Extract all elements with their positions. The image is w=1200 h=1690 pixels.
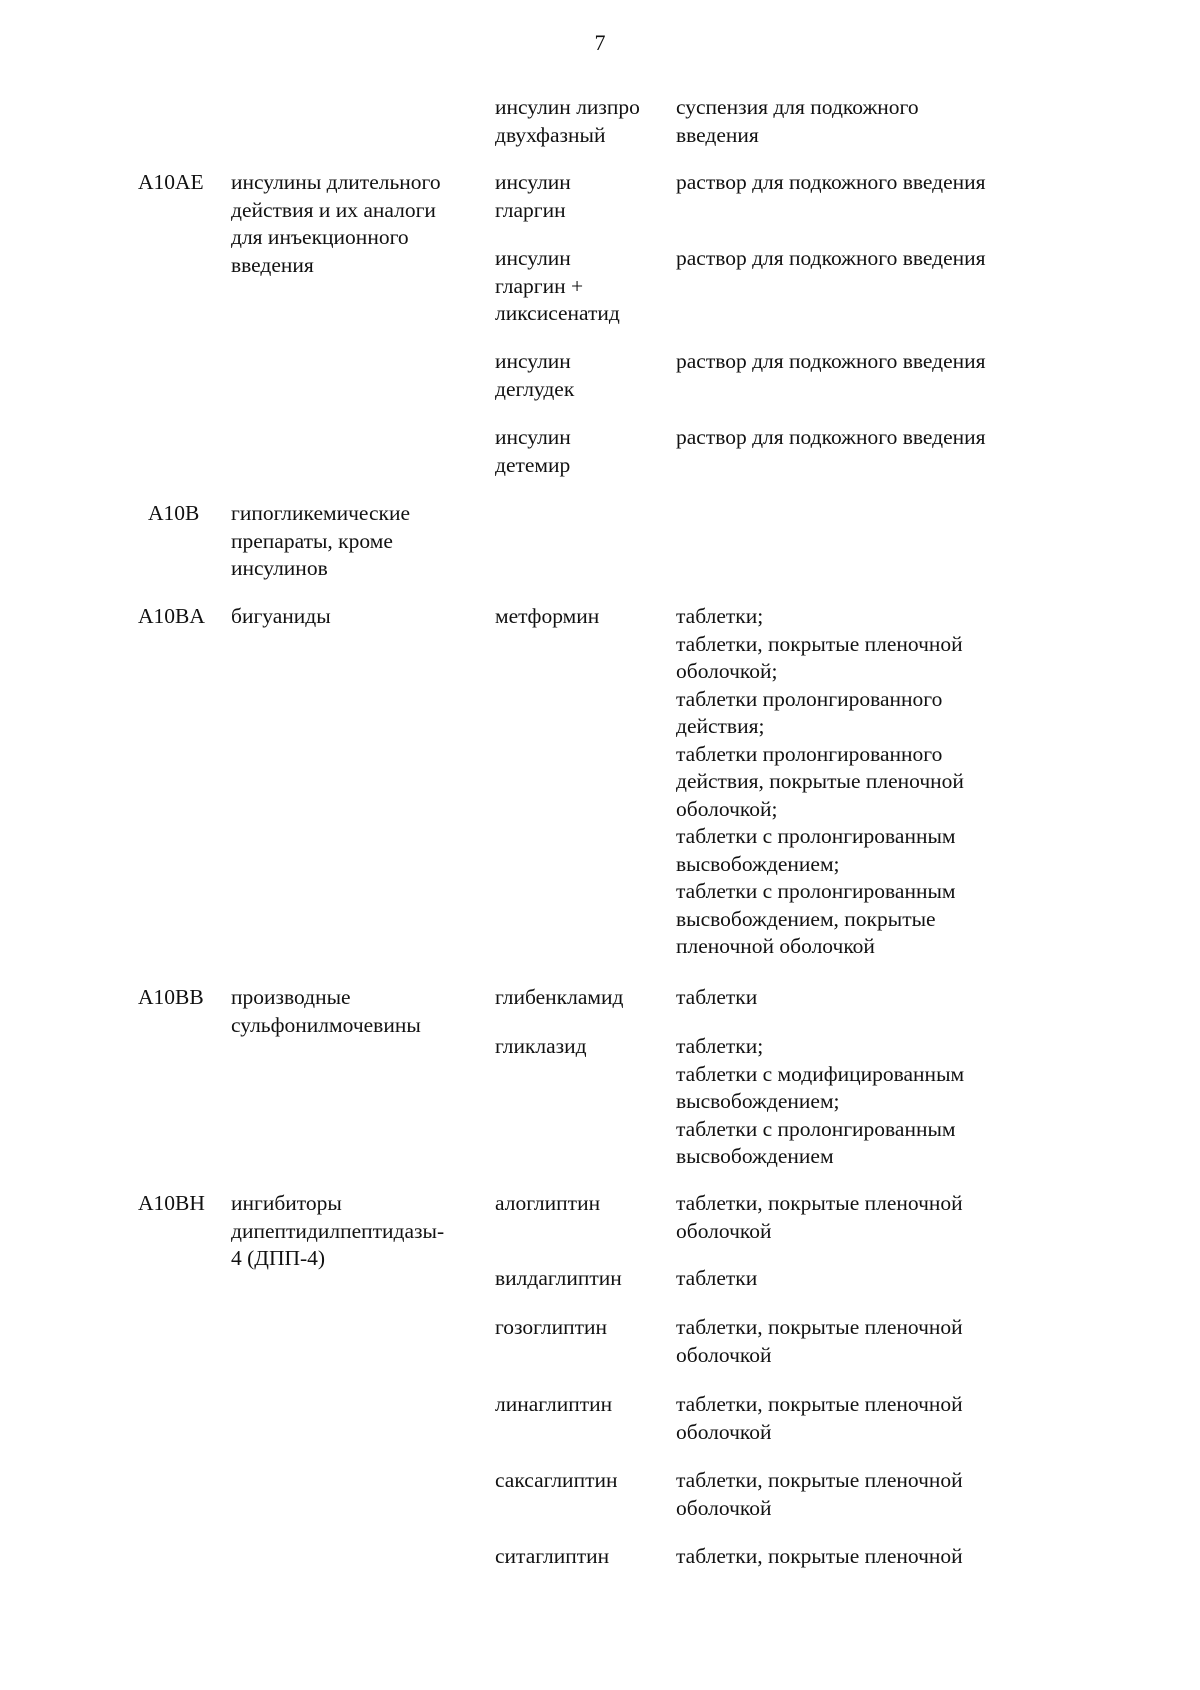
dosage-form: таблетки, покрытые пленочной — [676, 1544, 963, 1568]
dosage-form: раствор для подкожного введения — [676, 425, 986, 449]
drug-name: метформин — [495, 604, 600, 628]
drug-name: ситаглиптин — [495, 1544, 610, 1568]
drug-name: линаглиптин — [495, 1392, 613, 1416]
atc-group-name: гипогликемические препараты, кроме инсулинов — [231, 501, 411, 580]
atc-code: A10BA — [138, 604, 205, 628]
drug-name: гозоглиптин — [495, 1315, 608, 1339]
atc-group-name: бигуаниды — [231, 604, 331, 628]
drug-name: глибенкламид — [495, 985, 624, 1009]
atc-code: A10BB — [138, 985, 204, 1009]
drug-name: инсулин детемир — [495, 425, 571, 477]
dosage-form: таблетки, покрытые пленочной оболочкой — [676, 1468, 963, 1520]
dosage-form: раствор для подкожного введения — [676, 246, 986, 270]
dosage-form: таблетки; таблетки с модифицированным высвобождением; таблетки с пролонгированным высвобождением — [676, 1034, 965, 1168]
drug-name: вилдаглиптин — [495, 1266, 622, 1290]
atc-code: A10AE — [138, 170, 204, 194]
drug-name: алоглиптин — [495, 1191, 601, 1215]
atc-code: A10B — [148, 501, 200, 525]
dosage-form: суспензия для подкожного введения — [676, 95, 919, 147]
atc-group-name: инсулины длительного действия и их аналоги для инъекционного введения — [231, 170, 441, 277]
dosage-form: раствор для подкожного введения — [676, 170, 986, 194]
drug-name: саксаглиптин — [495, 1468, 618, 1492]
drug-name: инсулин гларгин + ликсисенатид — [495, 246, 620, 325]
drug-name: гликлазид — [495, 1034, 587, 1058]
dosage-form: таблетки, покрытые пленочной оболочкой — [676, 1392, 963, 1444]
drug-name: инсулин лизпро двухфазный — [495, 95, 640, 147]
dosage-form: раствор для подкожного введения — [676, 349, 986, 373]
atc-group-name: производные сульфонилмочевины — [231, 985, 421, 1037]
drug-name: инсулин деглудек — [495, 349, 575, 401]
dosage-form: таблетки; таблетки, покрытые пленочной оболочкой; таблетки пролонгированного действия; таблетки пролонгированного действия, покрытые пленочной оболочкой; таблетки с пролонгированным высвобождением; таблетки с пролонгированным высвобождением, покрытые пленочной оболочкой — [676, 604, 964, 958]
drug-name: инсулин гларгин — [495, 170, 571, 222]
dosage-form: таблетки, покрытые пленочной оболочкой — [676, 1315, 963, 1367]
dosage-form: таблетки, покрытые пленочной оболочкой — [676, 1191, 963, 1243]
page-number: 7 — [594, 30, 606, 55]
atc-group-name: ингибиторы дипептидилпептидазы- 4 (ДПП-4) — [231, 1191, 445, 1270]
atc-code: A10BH — [138, 1191, 205, 1215]
dosage-form: таблетки — [676, 1266, 758, 1290]
dosage-form: таблетки — [676, 985, 758, 1009]
